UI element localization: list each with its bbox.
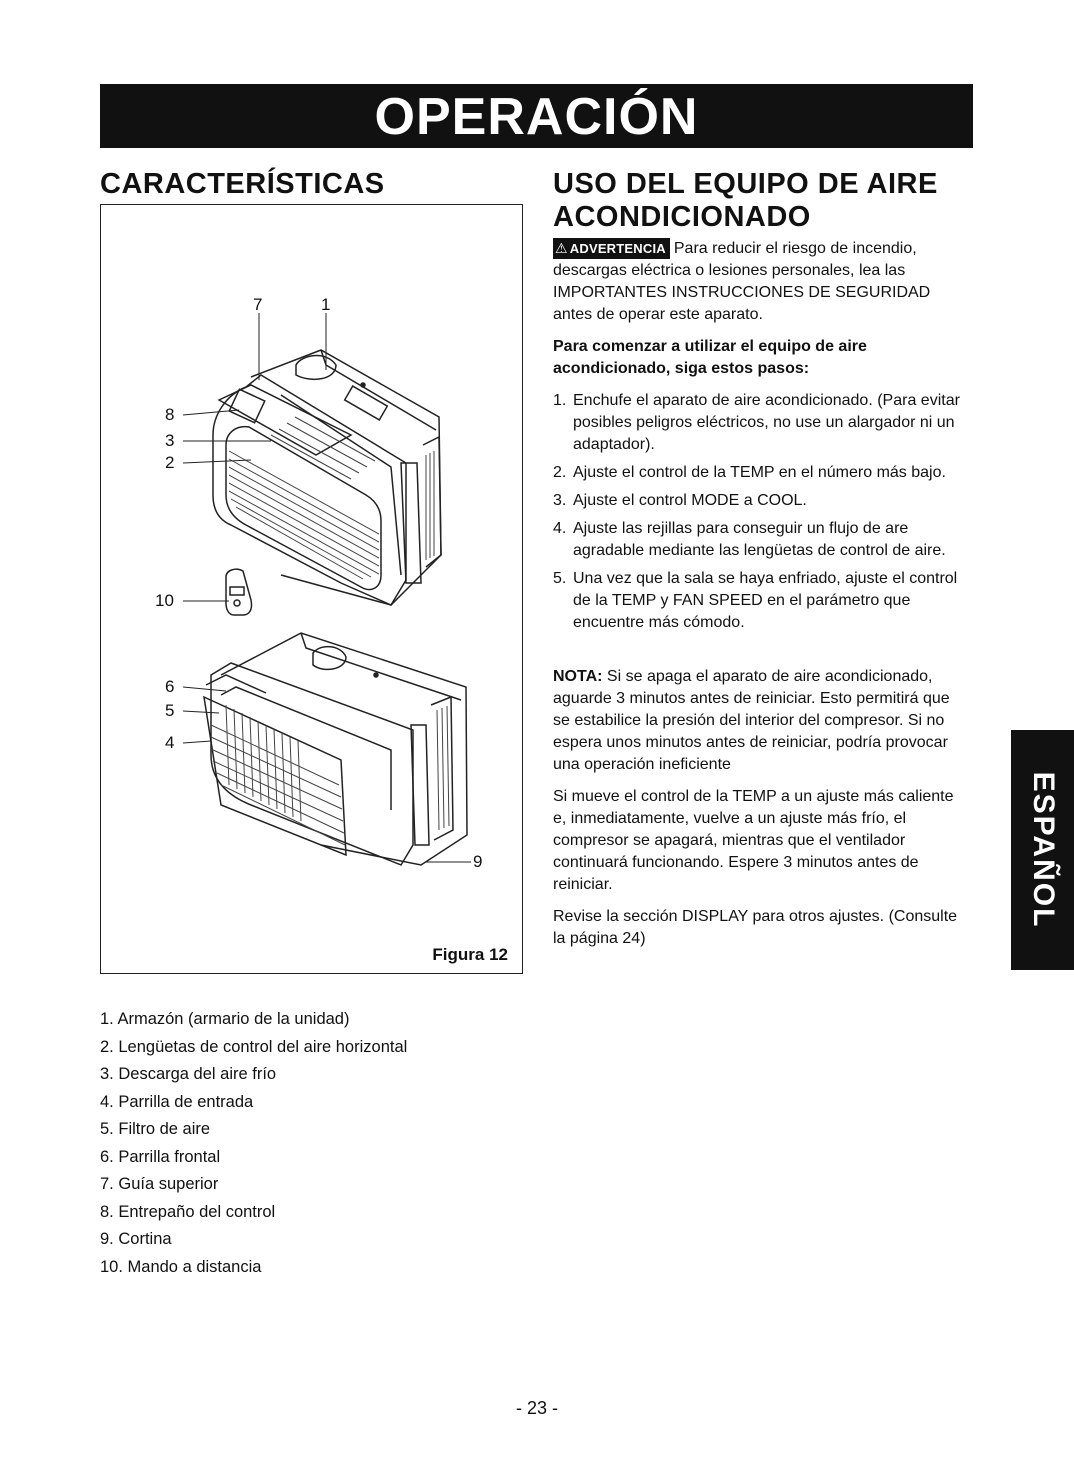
- list-item: 4. Ajuste las rejillas para conseguir un flujo de are agradable mediante las lengüetas de control de aire.: [553, 520, 946, 559]
- language-side-tab: ESPAÑOL: [1011, 730, 1074, 970]
- list-item: 6. Parrilla frontal: [100, 1147, 221, 1166]
- steps-list: [553, 390, 968, 634]
- warning-triangle-icon: ⚠: [555, 240, 568, 256]
- callout-5: 5: [165, 701, 175, 720]
- callout-10: 10: [155, 591, 174, 610]
- list-item: 1. Enchufe el aparato de aire acondicionado. (Para evitar posibles peligros eléctricos, no use un alargador ni un adaptador).: [553, 392, 960, 453]
- list-item: 1. Armazón (armario de la unidad): [100, 1010, 350, 1028]
- callout-6: 6: [165, 677, 175, 696]
- figure-caption: Figura 12: [432, 945, 508, 964]
- list-item: 8. Entrepaño del control: [100, 1202, 276, 1221]
- list-item: 4. Parrilla de entrada: [100, 1092, 254, 1111]
- figure-12: [100, 204, 523, 974]
- callout-9: 9: [473, 852, 483, 871]
- list-item: 2. Lengüetas de control del aire horizontal: [100, 1037, 408, 1056]
- steps-intro: Para comenzar a utilizar el equipo de aire acondicionado, siga estos pasos:: [553, 338, 867, 377]
- callout-2: 2: [165, 453, 175, 472]
- list-item: 10. Mando a distancia: [100, 1257, 262, 1276]
- page-number: - 23 -: [515, 1398, 558, 1418]
- air-conditioner-illustration: [101, 205, 524, 975]
- callout-1: 1: [321, 295, 331, 314]
- warning-badge: ⚠ ADVERTENCIA: [553, 238, 670, 259]
- temp-paragraph: Si mueve el control de la TEMP a un ajuste más caliente e, inmediatamente, vuelve a un ajuste más frío, el compresor se apagará, mientras que el ventilador continuará funcionando. Espere 3 minutos antes de reiniciar.: [553, 788, 954, 893]
- usage-column: [553, 238, 968, 960]
- callout-7: 7: [253, 295, 263, 314]
- parts-list: [100, 1006, 407, 1281]
- list-item: 2. Ajuste el control de la TEMP en el número más bajo.: [553, 464, 946, 481]
- list-item: 7. Guía superior: [100, 1175, 219, 1193]
- list-item: 5. Una vez que la sala se haya enfriado, ajuste el control de la TEMP y FAN SPEED en el parámetro que encuentre más cómodo.: [553, 570, 958, 631]
- callout-4: 4: [165, 733, 175, 752]
- callout-3: 3: [165, 431, 175, 450]
- display-paragraph: Revise la sección DISPLAY para otros ajustes. (Consulte la página 24): [553, 908, 958, 947]
- list-item: 5. Filtro de aire: [100, 1120, 211, 1138]
- list-item: 3. Ajuste el control MODE a COOL.: [553, 492, 807, 509]
- features-title: CARACTERÍSTICAS: [100, 168, 385, 200]
- warning-paragraph: ⚠ ADVERTENCIA Para reducir el riesgo de incendio, descargas eléctrica o lesiones personales, lea las IMPORTANTES INSTRUCCIONES DE SEGURIDAD antes de operar este aparato.: [553, 240, 931, 323]
- note-paragraph: NOTA: Si se apaga el aparato de aire acondicionado, aguarde 3 minutos antes de reiniciar. Esto permitirá que se estabilice la presión del interior del compresor. Si no espera unos minutos antes de reiniciar, podría provocar una operación ineficiente: [553, 668, 950, 773]
- list-item: 9. Cortina: [100, 1230, 172, 1248]
- callout-8: 8: [165, 405, 175, 424]
- list-item: 3. Descarga del aire frío: [100, 1065, 277, 1083]
- section-banner: OPERACIÓN: [100, 84, 973, 148]
- usage-title: USO DEL EQUIPO DE AIRE ACONDICIONADO: [553, 168, 938, 233]
